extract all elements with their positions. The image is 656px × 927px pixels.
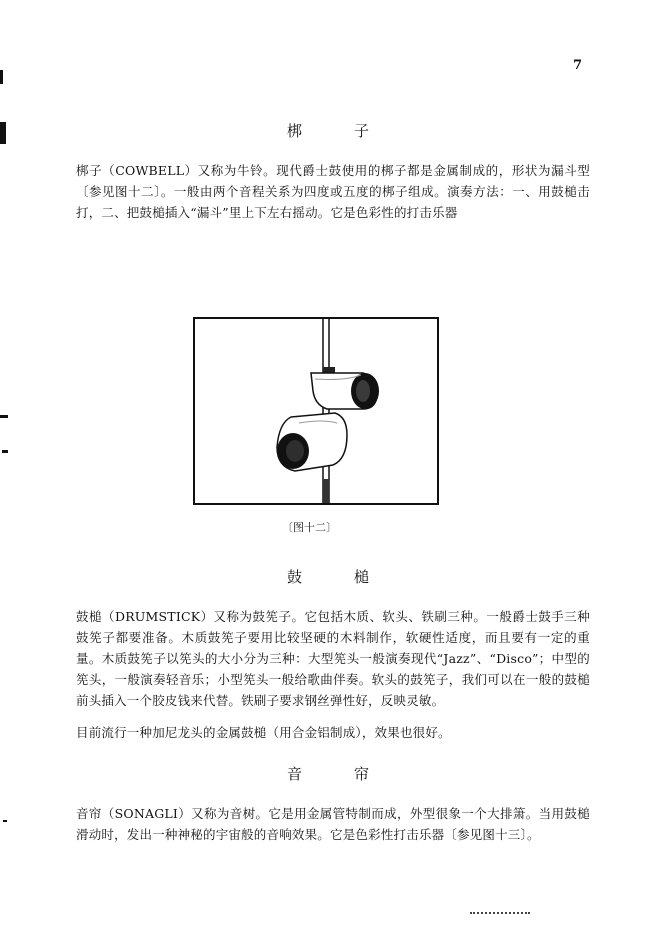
scan-edge-mark-mid2 [2, 450, 8, 453]
lower-cowbell [277, 413, 347, 471]
cowbell-illustration [195, 319, 437, 503]
paragraph-cowbell: 梆子（COWBELL）又称为牛铃。现代爵士鼓使用的梆子都是金属制成的，形状为漏斗型〔参见图十二〕。一般由两个音程关系为四度或五度的梆子组成。演奏方法：一、用鼓槌击打，二、把鼓槌插入“漏斗”里上下左右摇动。它是色彩性的打击乐器 [76, 163, 590, 220]
scan-edge-mark-mid [0, 415, 8, 418]
footer-scan-marks [470, 912, 530, 918]
section-heading-drumstick: 鼓槌 [286, 568, 421, 586]
section-heading-cowbell: 梆子 [286, 122, 421, 140]
section-heading-sonagli: 音帘 [286, 765, 421, 783]
upper-cowbell [311, 367, 379, 409]
stand-rod-shadow [323, 479, 329, 503]
scan-edge-mark-bottom [3, 820, 7, 822]
paragraph-drumstick-note: 目前流行一种加尼龙头的金属鼓槌（用合金铝制成），效果也很好。 [76, 725, 451, 740]
scan-edge-mark-top [0, 70, 3, 84]
paragraph-drumstick: 鼓槌（DRUMSTICK）又称为鼓筅子。它包括木质、软头、铁刷三种。一般爵士鼓手三种鼓筅子都要准备。木质鼓筅子要用比较坚硬的木料制作，软硬性适度，而且要有一定的重量。木质鼓筅子以筅头的大小分为三种：大型筅头一般演奏现代“Jazz”、“Disco”；中型的筅头，一般演奏轻音乐；小型筅头一般给歌曲伴奏。软头的鼓筅子，我们可以在一般的鼓槌前头插入一个胶皮钱来代替。铁刷子要求钢丝弹性好，反映灵敏。 [76, 609, 590, 708]
paragraph-sonagli: 音帘（SONAGLI）又称为音树。它是用金属管特制而成，外型很象一个大排箫。当用鼓槌滑动时，发出一种神秘的宇宙般的音响效果。它是色彩性打击乐器〔参见图十三〕。 [76, 806, 590, 842]
figure-caption: 〔图十二〕 [282, 521, 337, 534]
page-number: 7 [573, 58, 583, 73]
figure-cowbells [193, 317, 439, 505]
